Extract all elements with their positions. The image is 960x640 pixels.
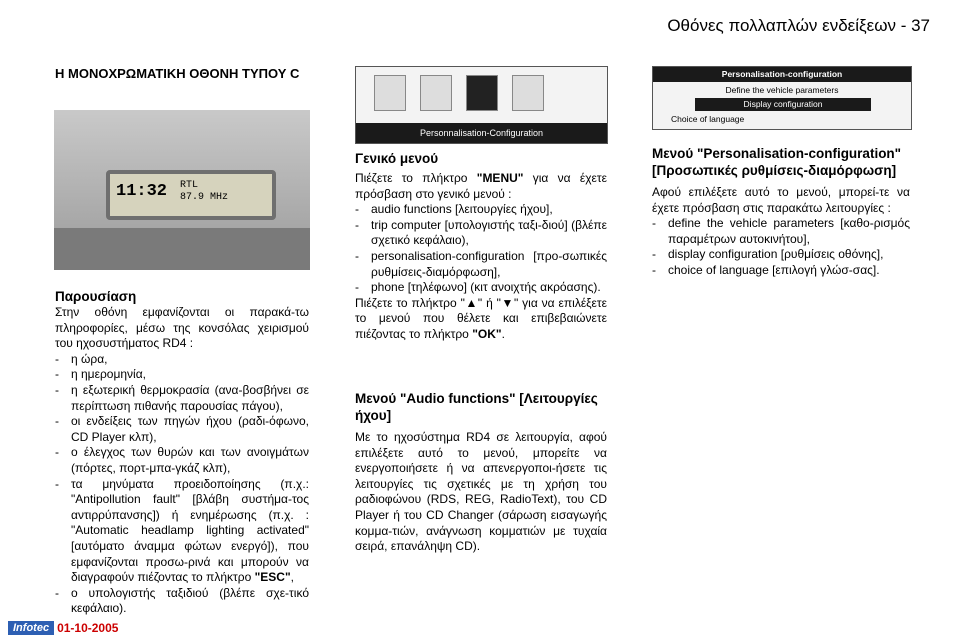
print-date: 01-10-2005 (57, 621, 119, 635)
text: Πιέζετε το πλήκτρο (355, 171, 477, 185)
list-item: - audio functions [λειτουργίες ήχου], (355, 202, 607, 218)
lcd-frequency: 87.9 MHz (180, 192, 229, 203)
menu-screen-image (355, 66, 608, 144)
right-personalisation (652, 145, 910, 279)
middle-general-menu (355, 150, 607, 343)
list-item: - η ώρα, (55, 352, 309, 368)
lcd-clock: 11:32 (116, 182, 168, 201)
list-item: - η ημερομηνία, (55, 367, 309, 383)
personalisation-heading: Μενού "Personalisation-configuration" [Προσωπικές ρυθμίσεις-διαμόρφωση] (652, 146, 902, 178)
list-item: - trip computer [υπολογιστής ταξι-διού] (βλέπε σχετικό κεφάλαιο), (355, 218, 607, 249)
lcd-radio-text (180, 180, 228, 204)
list-item: - ο έλεγχος των θυρών και των ανοιγμάτων (πόρτες, πορτ-μπα-γκάζ κλπ), (55, 445, 309, 476)
audio-menu-text: Με το ηχοσύστημα RD4 σε λειτουργία, αφού επιλέξετε αυτό το μενού, μπορείτε να ενεργοποιήσετε ή να απενεργοποι-ήσετε τις λειτουργίες τις σχετικές με τη χρήση του ραδιοφώνου (RDS, REG, RadioText), του CD Player ή του CD Changer (σάρωση εισαγωγής κομμα-τιών, ανάγνωση κομματιών με τυχαία σειρά, επανάληψη CD). (355, 430, 607, 554)
list-item: - phone [τηλέφωνο] (κιτ ανοιχτής ακρόασης). (355, 280, 607, 296)
general-menu-heading: Γενικό μενού (355, 151, 439, 166)
screen-title: Personalisation-configuration (653, 67, 911, 82)
personalisation-list (652, 216, 910, 278)
list-item: - ο υπολογιστής ταξιδιού (βλέπε σχε-τικό κεφάλαιο). (55, 586, 309, 617)
left-presentation (55, 288, 309, 617)
list-item: - οι ενδείξεις των πηγών ήχου (ραδι-όφωνο, CD Player κλπ), (55, 414, 309, 445)
dashboard-bezel (54, 228, 310, 270)
presentation-list (55, 352, 309, 617)
phone-icon (512, 75, 544, 111)
item-text: , (290, 570, 294, 585)
infotec-logo: Infotec (8, 621, 54, 635)
text: για να έχετε πρόσβαση στο γενικό μενού : (355, 171, 607, 201)
esc-key: "ESC" (254, 570, 291, 585)
list-item: - display configuration [ρυθμίσεις οθόνης], (652, 247, 910, 263)
general-menu-select (355, 296, 607, 343)
audio-menu-heading: Μενού "Audio functions" [Λειτουργίες ήχου] (355, 391, 598, 423)
screen-row-selected: Display configuration (695, 98, 871, 111)
menu-icons (374, 75, 594, 115)
fuel-pump-icon (420, 75, 452, 111)
text: . (501, 326, 505, 341)
ok-key: "OK" (472, 326, 502, 341)
page-header: Οθόνες πολλαπλών ενδείξεων - 37 (667, 16, 930, 35)
presentation-intro: Στην οθόνη εμφανίζονται οι παρακά-τω πληροφορίες, μέσω της κονσόλας χειρισμού του ηχοσυστήματος RD4 : (55, 305, 309, 351)
general-menu-intro (355, 171, 607, 202)
lcd-screen (106, 170, 276, 220)
list-item: - define the vehicle parameters [καθο-ρισμός παραμέτρων αυτοκινήτου], (652, 216, 910, 247)
general-menu-list (355, 202, 607, 296)
settings-icon (466, 75, 498, 111)
text: Πιέζετε το πλήκτρο "▲" ή "▼" για να επιλέξετε το μενού που θέλετε και επιβεβαιώνετε πιέζοντας το πλήκτρο (355, 295, 607, 341)
presentation-heading: Παρουσίαση (55, 289, 137, 304)
screen-row: Choice of language (671, 114, 745, 124)
section-heading-monochrome-screen: Η ΜΟΝΟΧΡΩΜΑΤΙΚΗ ΟΘΟΝΗ ΤΥΠΟΥ C (55, 66, 300, 81)
list-item: - personalisation-configuration [προ-σωπικές ρυθμίσεις-διαμόρφωση], (355, 249, 607, 280)
list-item (55, 477, 309, 586)
lcd-station: RTL (180, 180, 199, 191)
menu-key: "MENU" (476, 171, 524, 185)
display-photo (54, 110, 310, 270)
audio-icon (374, 75, 406, 111)
screen-row: Define the vehicle parameters (725, 85, 839, 95)
menu-screen-bar: Personnalisation-Configuration (356, 123, 607, 143)
item-text: τα μηνύματα προειδοποίησης (π.χ.: "Antipollution fault" [βλάβη συστήμα-τος αντιρρύπανσης]) ή ενημέρωσης (π.χ. : "Automatic headlamp lighting activated" [αυτόματο άναμμα φώτων ενεργό]), που εμφανίζονται προσω-ρινά και μπορούν να διαγραφούν πιέζοντας το πλήκτρο (71, 476, 309, 585)
list-item: - choice of language [επιλογή γλώσ-σας]. (652, 263, 910, 279)
middle-audio-menu (355, 390, 607, 555)
personalisation-intro: Αφού επιλέξετε αυτό το μενού, μπορεί-τε να έχετε πρόσβαση στις παρακάτω λειτουργίες : (652, 185, 910, 215)
list-item: - η εξωτερική θερμοκρασία (ανα-βοσβήνει σε περίπτωση πιθανής παρουσίας πάγου), (55, 383, 309, 414)
footer (8, 621, 118, 635)
personalisation-screen-image (652, 66, 912, 130)
left-title-block (55, 66, 309, 81)
